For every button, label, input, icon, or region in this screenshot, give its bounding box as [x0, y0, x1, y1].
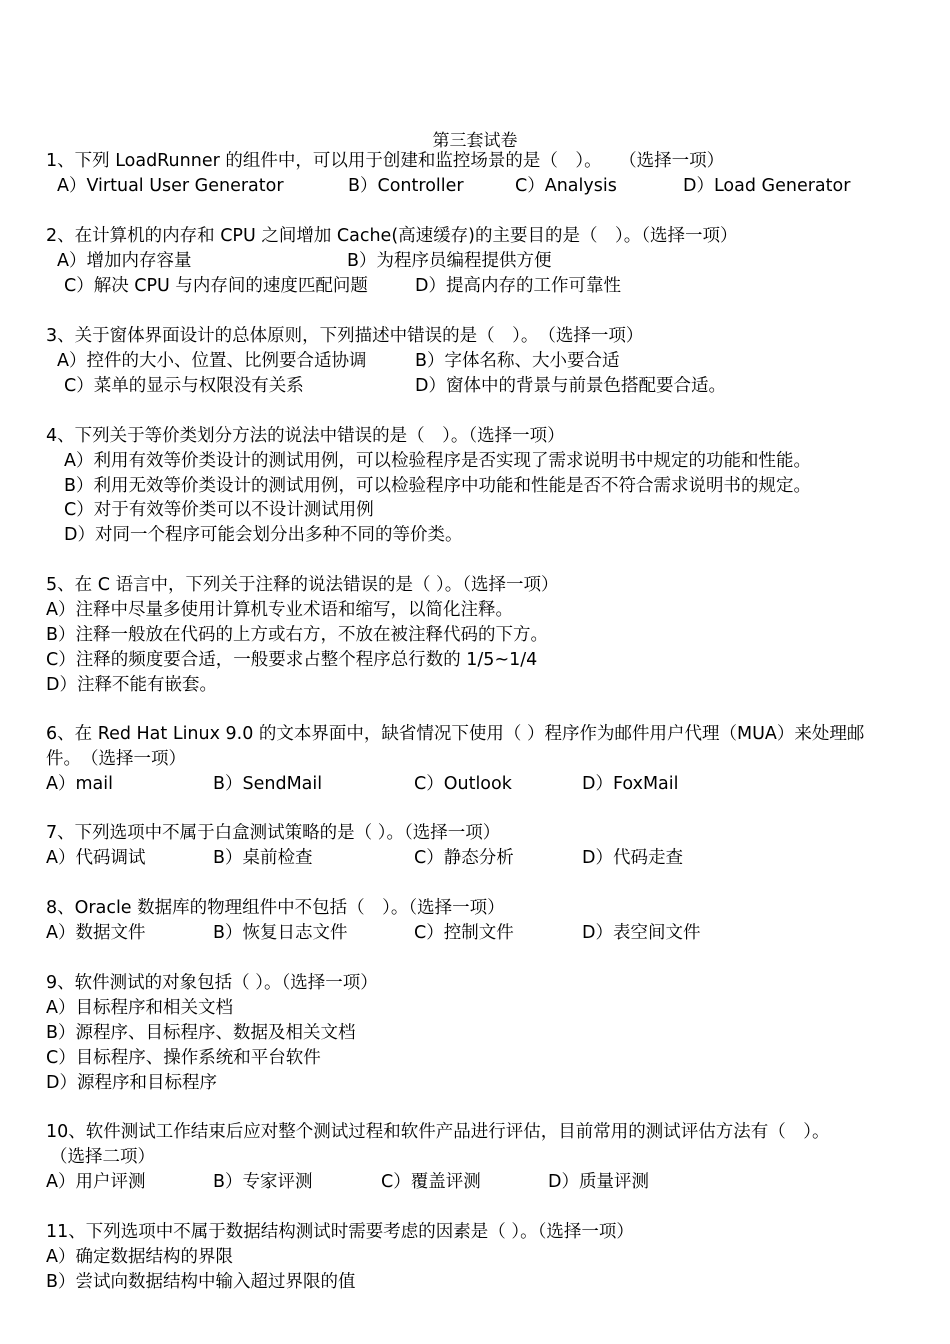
question-8-option-d: D）表空间文件 — [582, 923, 701, 943]
question-11-option-b: B）尝试向数据结构中输入超过界限的值 — [46, 1272, 356, 1292]
question-7-stem: 7、下列选项中不属于白盒测试策略的是（ ）。（选择一项） — [46, 823, 501, 843]
question-8-option-a: A）数据文件 — [46, 923, 146, 943]
question-11-option-a: A）确定数据结构的界限 — [46, 1247, 233, 1267]
question-8-option-b: B）恢复日志文件 — [213, 923, 348, 943]
question-5-option-c: C）注释的频度要合适，一般要求占整个程序总行数的 1/5~1/4 — [46, 650, 538, 670]
question-2-stem: 2、在计算机的内存和 CPU 之间增加 Cache(高速缓存)的主要目的是（ ）。（选择一项） — [46, 226, 738, 246]
question-7-option-b: B）桌前检查 — [213, 848, 313, 868]
question-2-option-c: C）解决 CPU 与内存间的速度匹配问题 — [64, 276, 368, 296]
question-1-option-b: B）Controller — [348, 176, 464, 196]
question-9-option-a: A）目标程序和相关文档 — [46, 998, 233, 1018]
question-6-option-c: C）Outlook — [414, 774, 512, 794]
question-3-option-a: A）控件的大小、位置、比例要合适协调 — [57, 351, 367, 371]
question-2-option-d: D）提高内存的工作可靠性 — [415, 276, 621, 296]
question-3-stem: 3、关于窗体界面设计的总体原则，下列描述中错误的是（ ）。 （选择一项） — [46, 326, 644, 346]
question-4-option-d: D）对同一个程序可能会划分出多种不同的等价类。 — [64, 525, 463, 545]
question-4-option-c: C）对于有效等价类可以不设计测试用例 — [64, 500, 374, 520]
question-1-option-d: D）Load Generator — [683, 176, 851, 196]
question-6-stem-continued: 件。 （选择一项） — [46, 749, 186, 769]
question-10-option-c: C）覆盖评测 — [381, 1172, 481, 1192]
question-9-option-d: D）源程序和目标程序 — [46, 1073, 217, 1093]
question-1-option-c: C）Analysis — [515, 176, 617, 196]
question-10-option-b: B）专家评测 — [213, 1172, 313, 1192]
question-10-option-a: A）用户评测 — [46, 1172, 146, 1192]
question-8-stem: 8、Oracle 数据库的物理组件中不包括（ ）。（选择一项） — [46, 898, 505, 918]
question-11-stem: 11、下列选项中不属于数据结构测试时需要考虑的因素是（ ）。（选择一项） — [46, 1222, 634, 1242]
question-8-option-c: C）控制文件 — [414, 923, 514, 943]
question-6-option-b: B）SendMail — [213, 774, 323, 794]
question-9-option-b: B）源程序、目标程序、数据及相关文档 — [46, 1023, 356, 1043]
question-7-option-a: A）代码调试 — [46, 848, 146, 868]
question-6-option-a: A）mail — [46, 774, 113, 794]
question-10-stem: 10、软件测试工作结束后应对整个测试过程和软件产品进行评估，目前常用的测试评估方法有（ ）。 — [46, 1122, 830, 1142]
question-7-option-d: D）代码走查 — [582, 848, 683, 868]
question-6-option-d: D）FoxMail — [582, 774, 679, 794]
question-5-option-b: B）注释一般放在代码的上方或右方，不放在被注释代码的下方。 — [46, 625, 549, 645]
question-9-option-c: C）目标程序、操作系统和平台软件 — [46, 1048, 321, 1068]
question-4-option-a: A）利用有效等价类设计的测试用例，可以检验程序是否实现了需求说明书中规定的功能和性能。 — [64, 451, 811, 471]
question-1-option-a: A）Virtual User Generator — [57, 176, 284, 196]
question-5-option-a: A）注释中尽量多使用计算机专业术语和缩写，以简化注释。 — [46, 600, 513, 620]
question-3-option-c: C）菜单的显示与权限没有关系 — [64, 376, 304, 396]
question-10-stem-continued: （选择二项） — [50, 1147, 155, 1167]
question-3-option-d: D）窗体中的背景与前景色搭配要合适。 — [415, 376, 726, 396]
question-6-stem: 6、在 Red Hat Linux 9.0 的文本界面中，缺省情况下使用（ ）程序作为邮件用户代理（MUA）来处理邮 — [46, 724, 865, 744]
question-5-option-d: D）注释不能有嵌套。 — [46, 675, 217, 695]
question-2-option-b: B）为程序员编程提供方便 — [347, 251, 552, 271]
page-title: 第三套试卷 — [432, 131, 518, 151]
question-2-option-a: A）增加内存容量 — [57, 251, 192, 271]
question-4-stem: 4、下列关于等价类划分方法的说法中错误的是（ ）。（选择一项） — [46, 426, 565, 446]
question-4-option-b: B）利用无效等价类设计的测试用例，可以检验程序中功能和性能是否不符合需求说明书的规定。 — [64, 476, 812, 496]
question-5-stem: 5、在 C 语言中，下列关于注释的说法错误的是（ ）。（选择一项） — [46, 575, 559, 595]
question-3-option-b: B）字体名称、大小要合适 — [415, 351, 620, 371]
question-10-option-d: D）质量评测 — [548, 1172, 649, 1192]
question-9-stem: 9、软件测试的对象包括（ ）。（选择一项） — [46, 973, 378, 993]
question-7-option-c: C）静态分析 — [414, 848, 514, 868]
question-1-stem: 1、下列 LoadRunner 的组件中，可以用于创建和监控场景的是（ ）。 （选择一项） — [46, 151, 725, 171]
